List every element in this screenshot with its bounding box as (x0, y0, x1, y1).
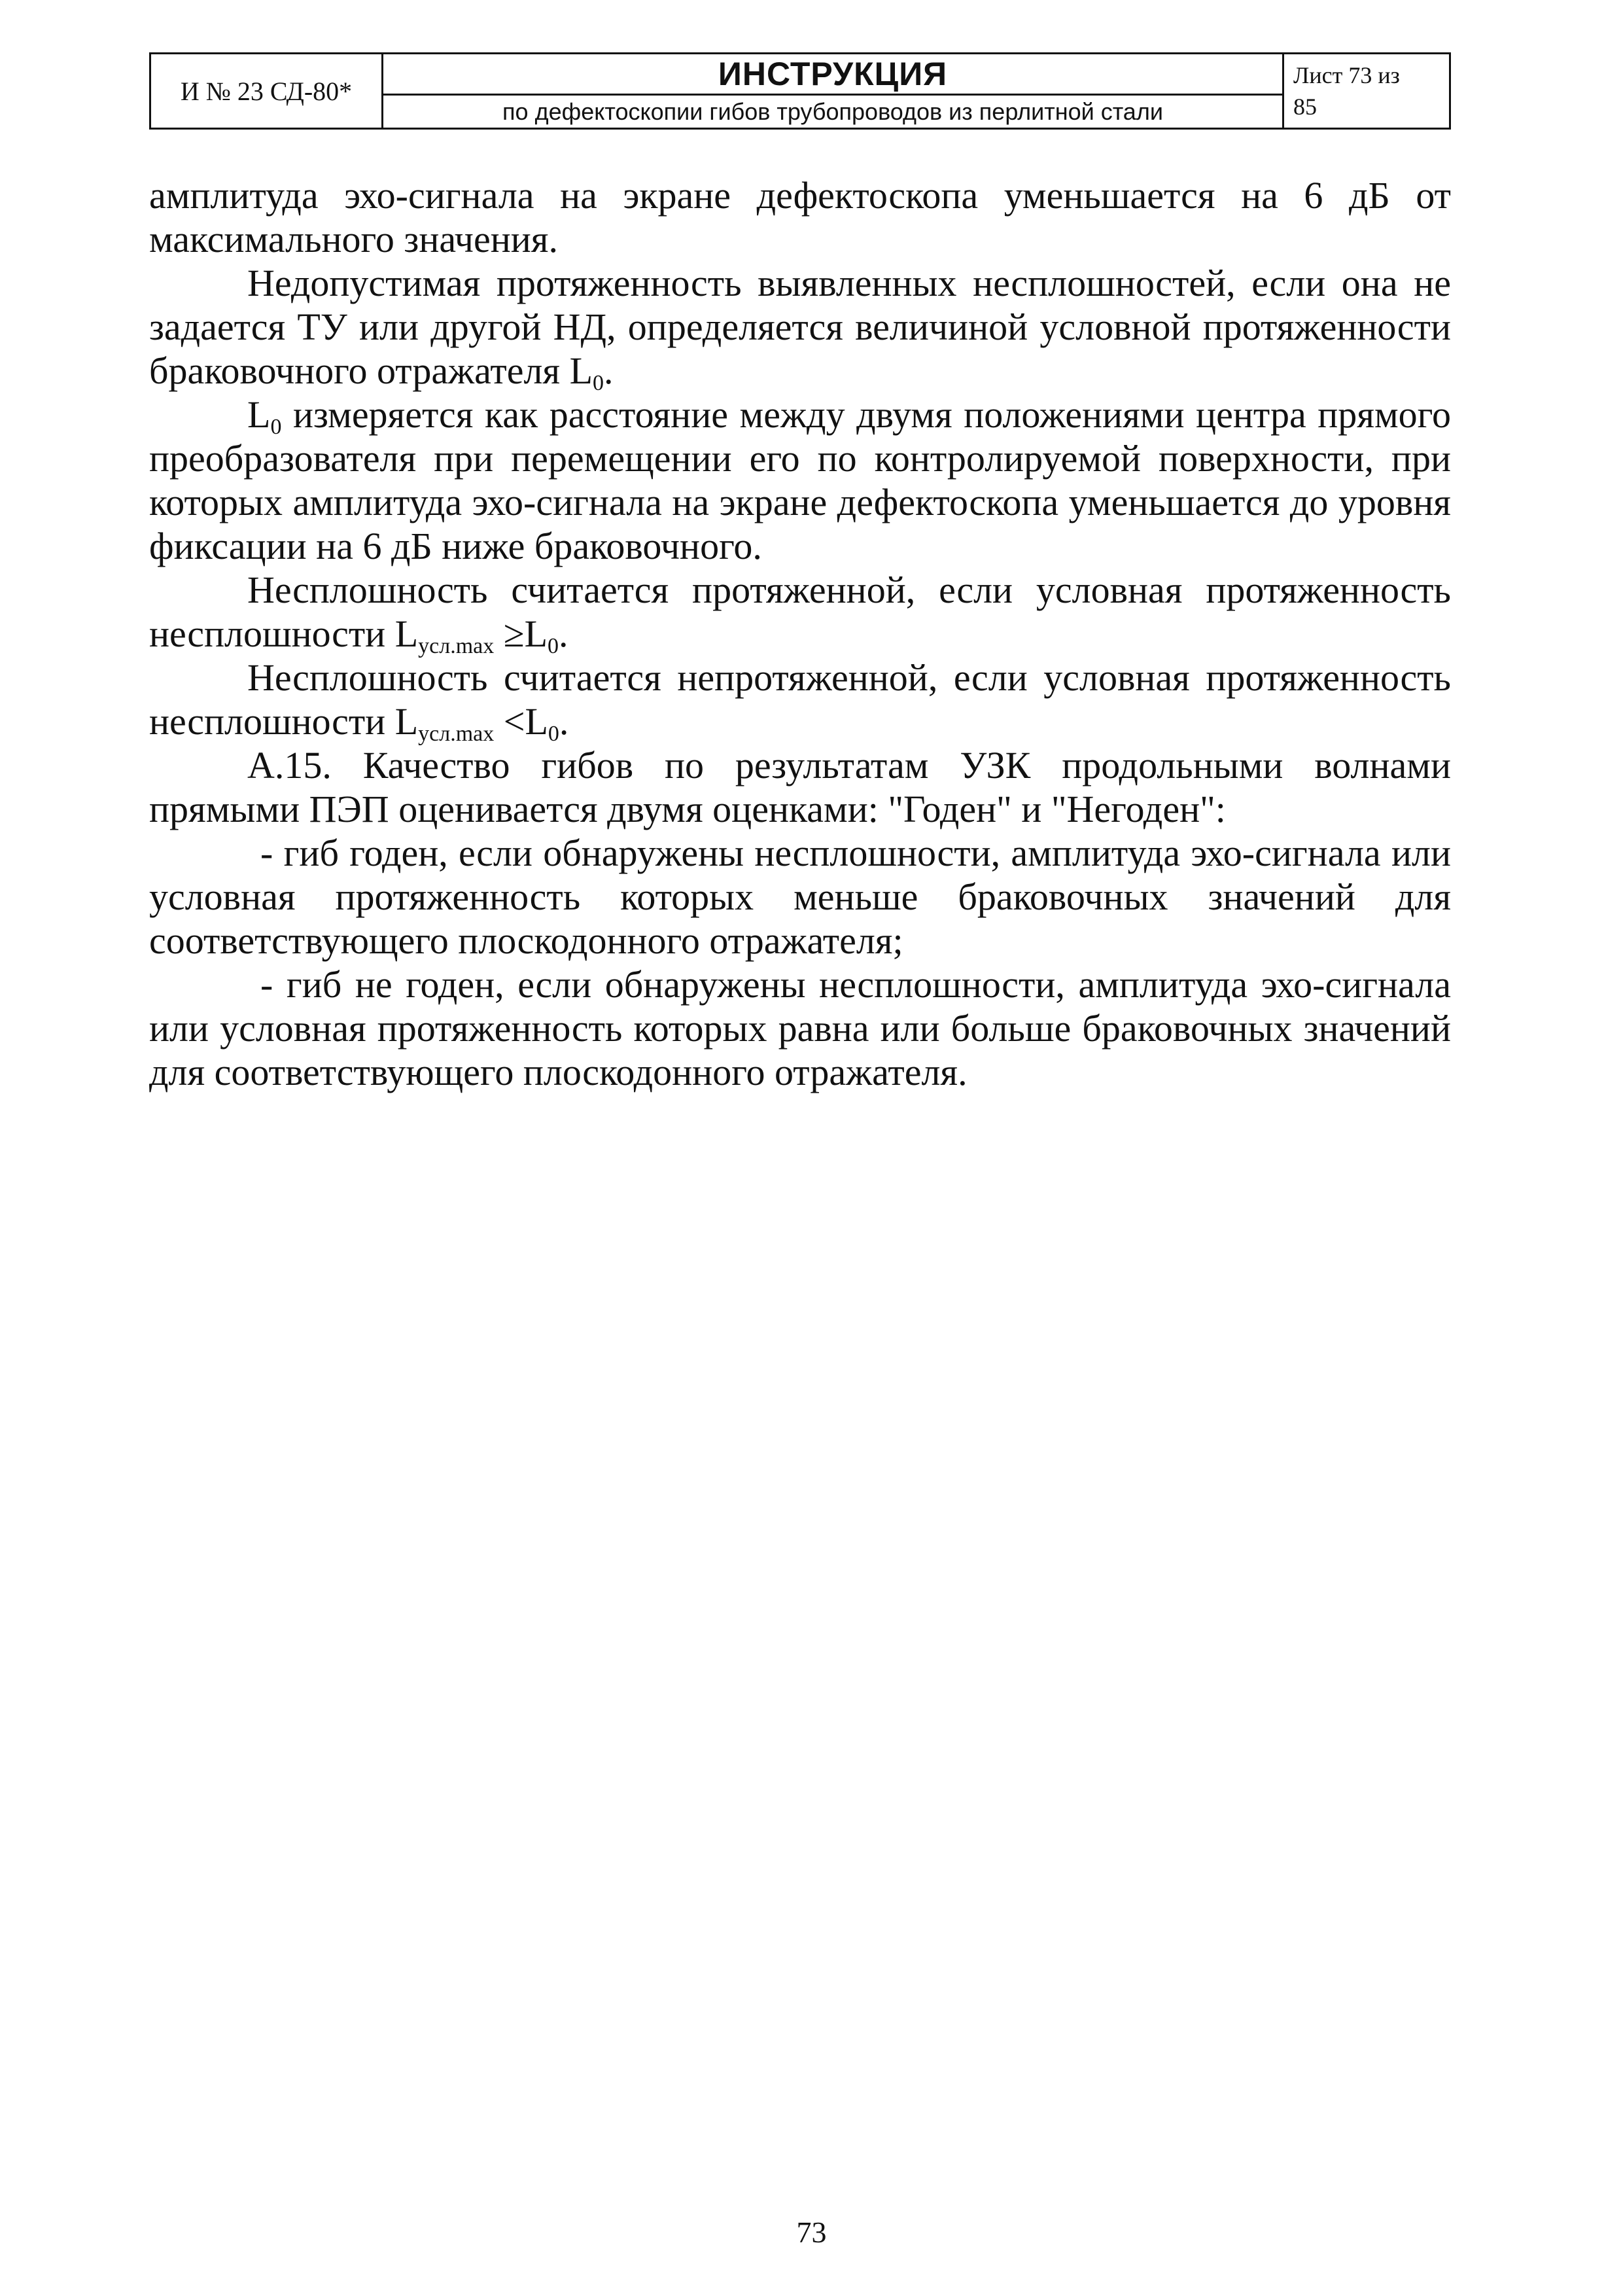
doc-title: ИНСТРУКЦИЯ (383, 54, 1282, 96)
paragraph-8-text: - гиб не годен, если обнаружены несплошности, амплитуда эхо-сигнала или условная протяженность которых равна или больше браковочных значений для соответствующего плоскодонного отражателя. (149, 963, 1451, 1093)
paragraph-2-end: . (604, 349, 614, 392)
document-body (149, 173, 1451, 1094)
paragraph-4-relation: ≥L (494, 612, 548, 655)
paragraph-3 (149, 393, 1451, 568)
document-header (149, 52, 1451, 130)
paragraph-5-end: . (559, 700, 569, 743)
paragraph-5 (149, 656, 1451, 746)
sheet-cell (1284, 54, 1449, 128)
title-cell (383, 54, 1284, 128)
paragraph-2-text: Недопустимая протяженность выявленных несплошностей, если она не задается ТУ или другой НД, определяется величиной условной протяженности браковочного отражателя L (149, 262, 1451, 392)
doc-code: И № 23 СД-80* (180, 76, 353, 106)
paragraph-3-text: измеряется как расстояние между двумя положениями центра прямого преобразователя при перемещении его по контролируемой поверхности, при которых амплитуда эхо-сигнала на экране дефектоскопа уменьшается до уровня фиксации на 6 дБ ниже браковочного. (149, 393, 1451, 567)
subscript: 0 (593, 371, 604, 395)
doc-code-cell (151, 54, 383, 128)
paragraph-8 (149, 963, 1451, 1094)
paragraph-6 (149, 743, 1451, 831)
paragraph-7 (149, 831, 1451, 963)
doc-subtitle: по дефектоскопии гибов трубопроводов из перлитной стали (502, 97, 1163, 125)
paragraph-5-text: Несплошность считается непротяженной, если условная протяженность несплошности L (149, 656, 1451, 743)
paragraph-5-relation: <L (494, 700, 548, 743)
subscript: 0 (548, 722, 559, 746)
paragraph-4-text: Несплошность считается протяженной, если условная протяженность несплошности L (149, 569, 1451, 655)
symbol-l: L (247, 393, 271, 436)
paragraph-1 (149, 173, 1451, 261)
paragraph-2 (149, 261, 1451, 393)
subscript: усл.max (418, 722, 495, 746)
sheet-line-2: 85 (1293, 94, 1317, 120)
paragraph-4-end: . (559, 612, 568, 655)
subscript: 0 (548, 634, 559, 658)
subscript: усл.max (418, 634, 495, 658)
page-number: 73 (796, 2216, 827, 2249)
paragraph-7-text: - гиб годен, если обнаружены несплошности, амплитуда эхо-сигнала или условная протяженность которых меньше браковочных значений для соответствующего плоскодонного отражателя; (149, 832, 1451, 962)
paragraph-4 (149, 568, 1451, 656)
paragraph-1-text: амплитуда эхо-сигнала на экране дефектоскопа уменьшается на 6 дБ от максимального значения. (149, 174, 1451, 260)
paragraph-6-text: А.15. Качество гибов по результатам УЗК продольными волнами прямыми ПЭП оценивается двумя оценками: "Годен" и "Негоден": (149, 744, 1451, 830)
sheet-line-1: Лист 73 из (1293, 62, 1400, 88)
subscript: 0 (270, 415, 282, 439)
